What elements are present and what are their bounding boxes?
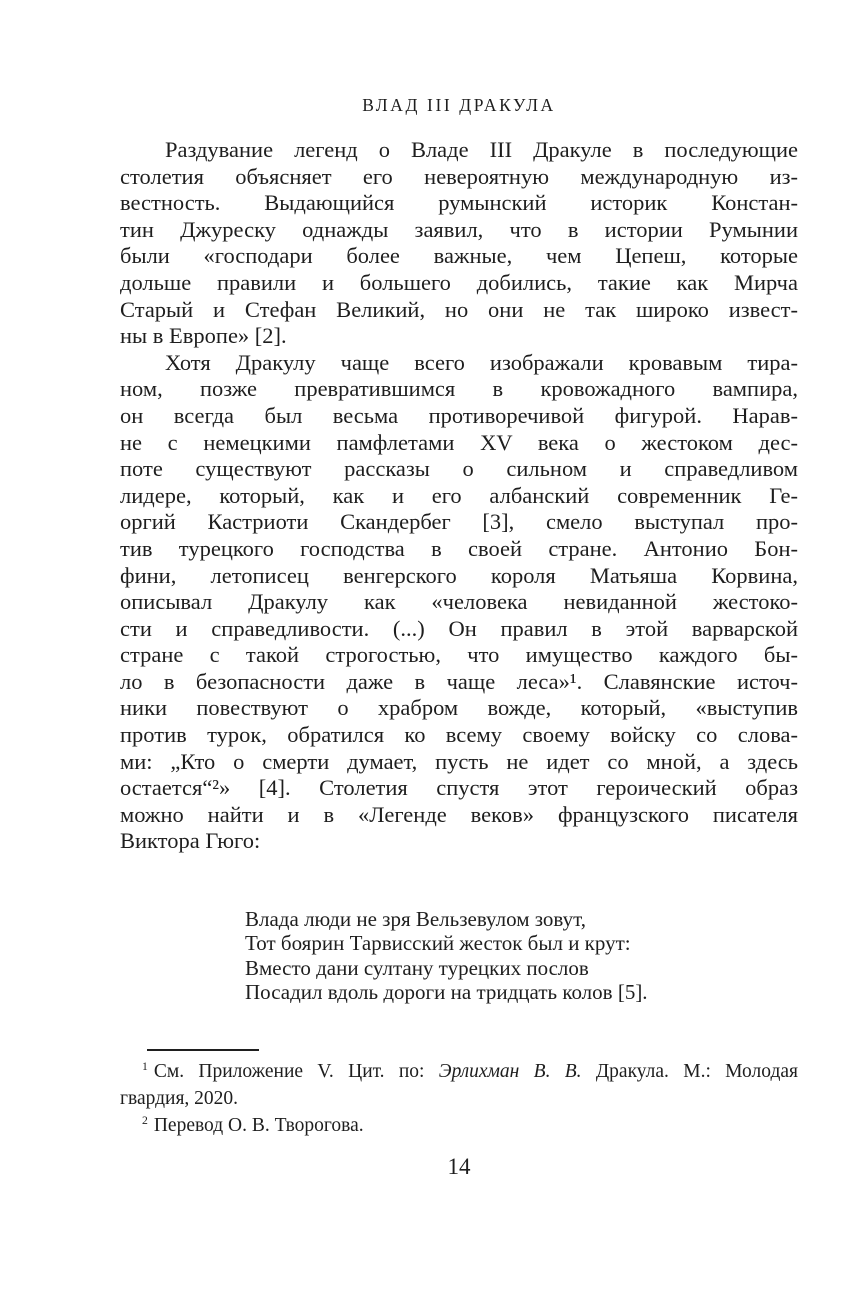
text-line: Вместо дани султану турецких послов [245, 955, 589, 980]
text-line: столетия объясняет его невероятную международную из- [120, 163, 798, 189]
text-line: сти и справедливости. (...) Он правил в этой варварской [120, 615, 798, 641]
text-line: поте существуют рассказы о сильном и справедливом [120, 456, 798, 482]
body-text [120, 137, 798, 855]
running-head: ВЛАД III ДРАКУЛА [362, 95, 556, 115]
text-line: ном, позже превратившимся в кровожадного вампира, [120, 376, 798, 402]
text-line: оргий Кастриоти Скандербег [3], смело выступал про- [120, 509, 798, 535]
text-line: были «господари более важные, чем Цепеш, которые [120, 243, 798, 269]
text-block [120, 96, 798, 1180]
text-line: Старый и Стефан Великий, но они не так широко извест- [120, 296, 798, 322]
text-line: Тот боярин Тарвисский жесток был и крут: [245, 931, 631, 956]
footnotes [120, 1058, 798, 1139]
footnote-divider [147, 1049, 259, 1051]
paragraph [120, 350, 798, 855]
text-line: стране с такой строгостью, что имущество каждого бы- [120, 642, 798, 668]
text-line: можно найти и в «Легенде веков» французского писателя [120, 801, 798, 827]
text-line: дольше правили и большего добились, такие как Мирча [120, 269, 798, 295]
text-line: лидере, который, как и его албанский современник Ге- [120, 482, 798, 508]
footnote-author-italic: Эрлихман В. В. [438, 1061, 582, 1083]
text-line: ны в Европе» [2]. [120, 323, 287, 349]
footnote-continuation: гвардия, 2020. [120, 1088, 239, 1110]
text-line: Виктора Гюго: [120, 828, 261, 854]
text-line: ники повествуют о храбром вожде, который, «выступив [120, 695, 798, 721]
text-line: вестность. Выдающийся румынский историк Констан- [120, 190, 798, 216]
text-line: Влада люди не зря Вельзевулом зовут, [245, 907, 586, 932]
text-line: он всегда был весьма противоречивой фигурой. Нарав- [120, 402, 798, 428]
page-number: 14 [447, 1154, 471, 1180]
text-line: против турок, обратился ко всему своему войску со слова- [120, 722, 798, 748]
footnote-marker: 2 [142, 1113, 148, 1127]
text-line: Хотя Дракулу чаще всего изображали кровавым тира- [165, 349, 798, 375]
text-line: Посадил вдоль дороги на тридцать колов [5]. [245, 979, 648, 1004]
footnote [120, 1058, 798, 1085]
verse-quote [245, 907, 798, 1004]
text-line: ми: „Кто о смерти думает, пусть не идет со мной, а здесь [120, 748, 798, 774]
text-line: остается“²» [4]. Столетия спустя этот героический образ [120, 775, 798, 801]
paragraph [120, 137, 798, 350]
footnote-text: Дракула. М.: Молодая [581, 1061, 798, 1083]
footnote-text: См. Приложение V. Цит. по: [153, 1061, 439, 1083]
footnote-marker: 1 [142, 1059, 148, 1073]
text-line: тив турецкого господства в своей стране. Антонио Бон- [120, 535, 798, 561]
text-line: описывал Дракулу как «человека невиданной жестоко- [120, 589, 798, 615]
text-line: ло в безопасности даже в чаще леса»¹. Славянские источ- [120, 668, 798, 694]
footnote [120, 1112, 798, 1139]
text-line: Раздувание легенд о Владе III Дракуле в последующие [165, 137, 798, 162]
footnote-text: Перевод О. В. Творогова. [153, 1115, 364, 1137]
text-line: тин Джуреску однажды заявил, что в истории Румынии [120, 216, 798, 242]
text-line: не с немецкими памфлетами XV века о жестоком дес- [120, 429, 798, 455]
text-line: фини, летописец венгерского короля Матьяша Корвина, [120, 562, 798, 588]
